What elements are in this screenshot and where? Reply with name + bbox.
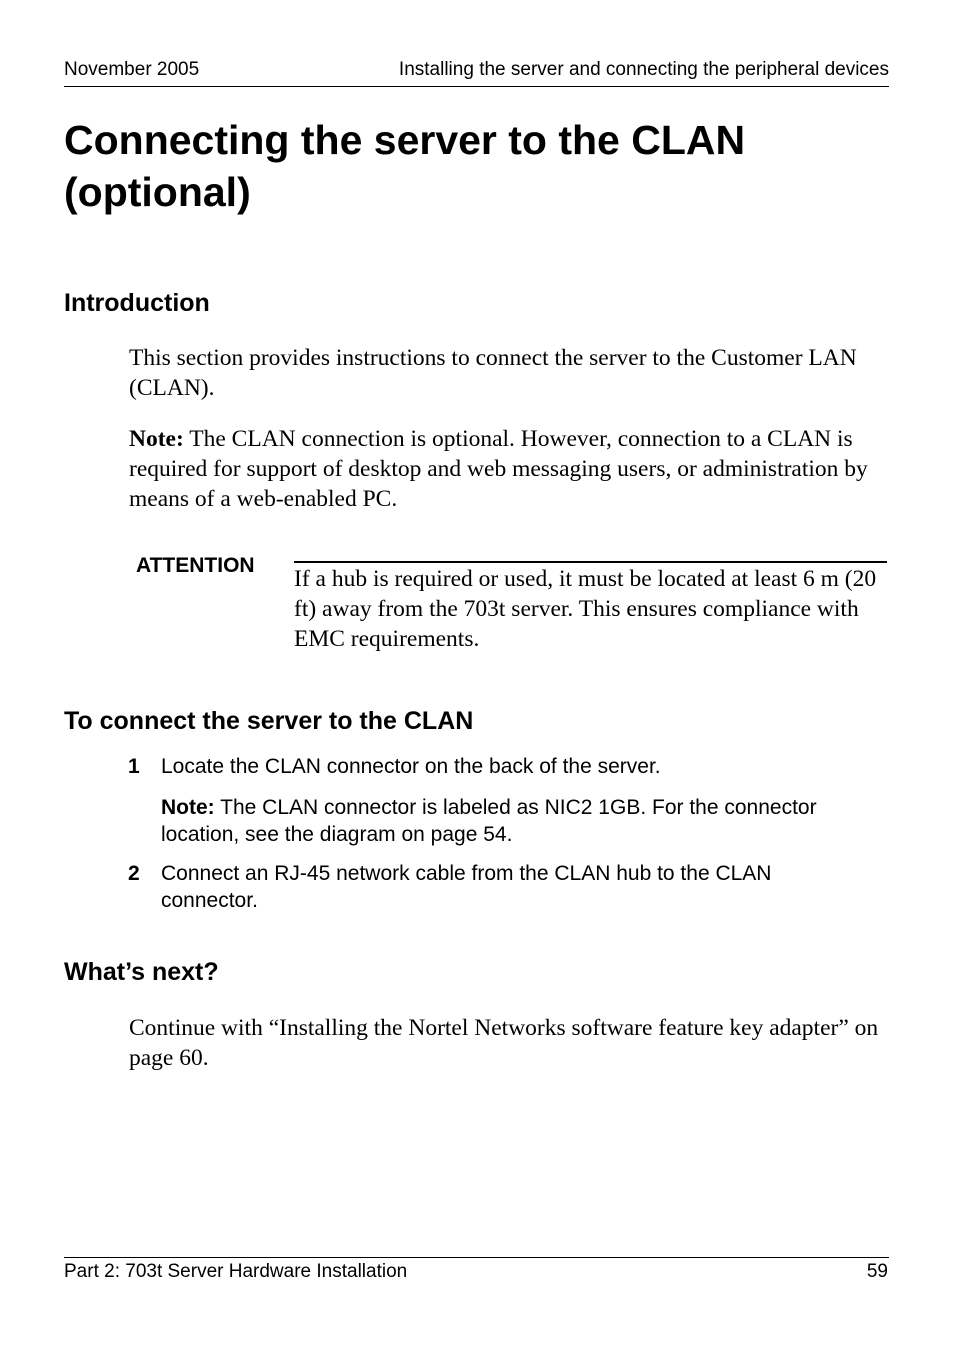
procedure-heading: To connect the server to the CLAN	[64, 707, 474, 735]
header-chapter-title: Installing the server and connecting the peripheral devices	[398, 59, 889, 80]
attention-text: If a hub is required or used, it must be located at least 6 m (20 ft) away from the 703t server. This ensures compliance with EMC requirements.	[294, 566, 877, 652]
footer-rule	[64, 1257, 889, 1258]
note-label: Note:	[129, 426, 184, 452]
attention-rule	[294, 561, 887, 563]
footer-part-title: Part 2: 703t Server Hardware Installation	[64, 1261, 408, 1282]
attention-label: ATTENTION	[136, 554, 255, 577]
header-rule	[64, 86, 889, 87]
step-2-text: Connect an RJ-45 network cable from the CLAN hub to the CLAN connector.	[161, 862, 772, 912]
step-2-number: 2	[128, 862, 140, 885]
step-1-text: Locate the CLAN connector on the back of the server.	[161, 755, 661, 778]
page-title	[64, 114, 894, 218]
header-date: November 2005	[64, 59, 200, 80]
introduction-note	[129, 424, 891, 514]
step-1-number: 1	[128, 755, 140, 778]
whats-next-heading: What’s next?	[64, 958, 219, 986]
step-note-label: Note:	[161, 796, 215, 819]
step-1-note	[161, 794, 881, 848]
page-title-line-2: (optional)	[64, 169, 251, 215]
introduction-heading: Introduction	[64, 289, 210, 317]
page-number: 59	[866, 1261, 888, 1282]
note-text: The CLAN connection is optional. However, connection to a CLAN is required for support of desktop and web messaging users, or administration by means of a web-enabled PC.	[129, 426, 868, 512]
introduction-paragraph: This section provides instructions to connect the server to the Customer LAN (CLAN).	[129, 345, 857, 401]
page-title-line-1: Connecting the server to the CLAN	[64, 117, 746, 163]
step-note-text: The CLAN connector is labeled as NIC2 1GB. For the connector location, see the diagram on page 54.	[161, 796, 817, 846]
whats-next-paragraph: Continue with “Installing the Nortel Networks software feature key adapter” on page 60.	[129, 1015, 879, 1071]
